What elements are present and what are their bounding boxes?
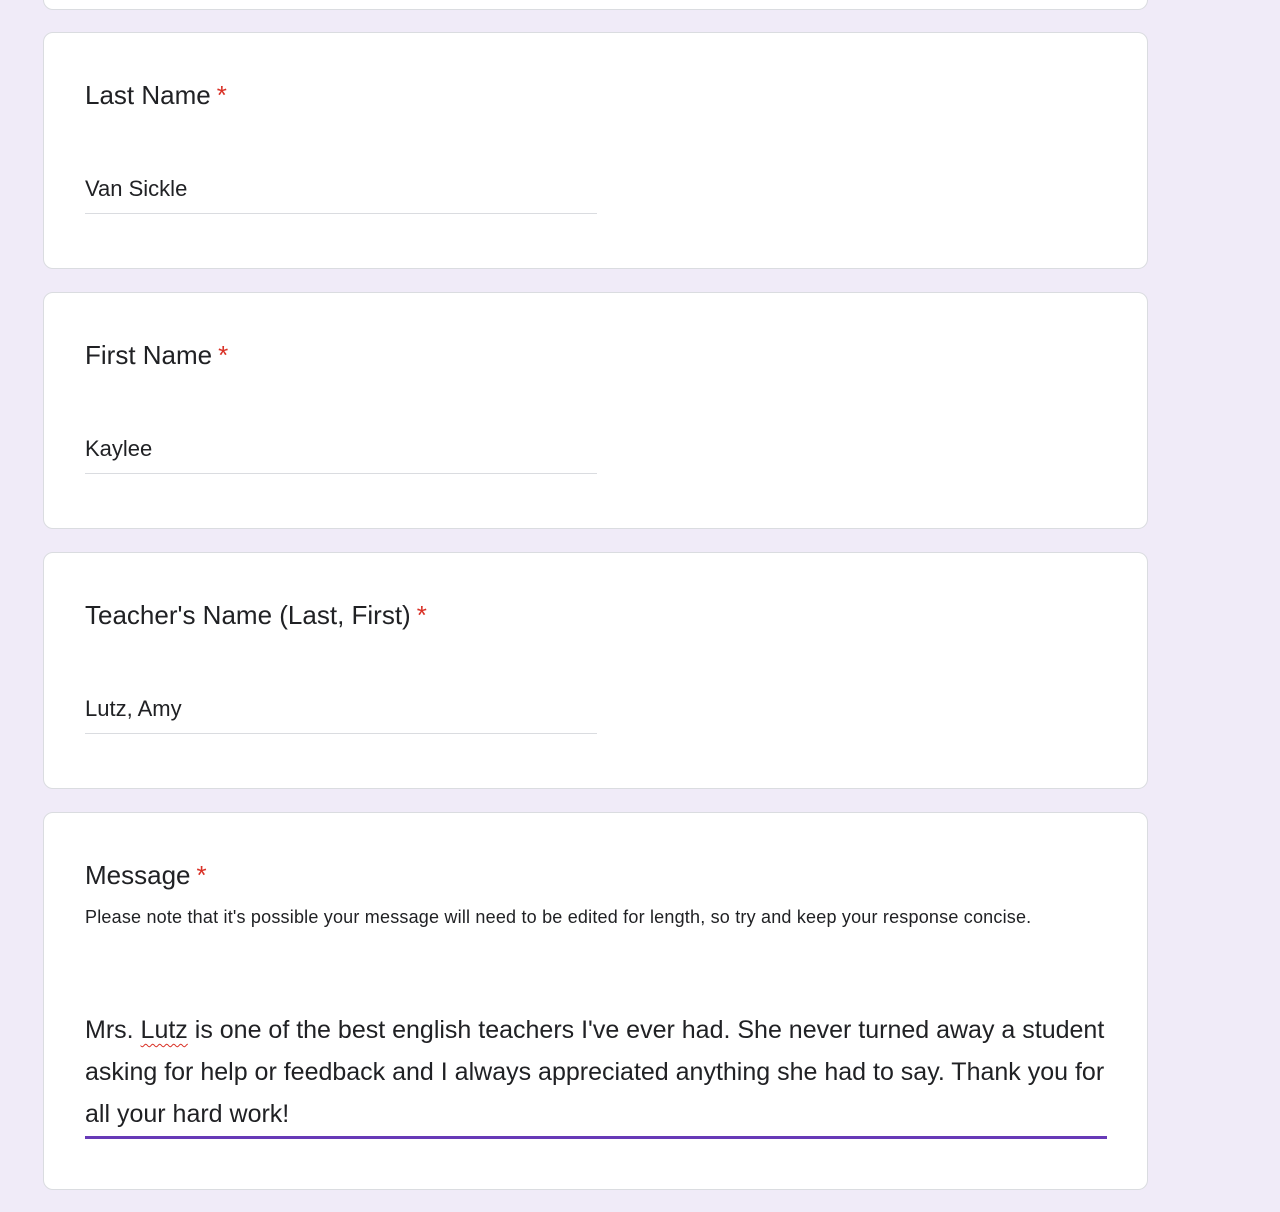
question-label: Message [85, 860, 191, 890]
question-label: Teacher's Name (Last, First) [85, 600, 411, 630]
question-title [85, 859, 207, 891]
message-textarea[interactable] [85, 1009, 1107, 1139]
message-text-rest: is one of the best english teachers I've ever had. She never turned away a student asking for help or feedback and I always appreciated anything she had to say. Thank you for all your hard work! [85, 1016, 1105, 1128]
question-card-last-name [43, 32, 1148, 269]
question-title [85, 599, 427, 631]
required-asterisk: * [196, 860, 207, 890]
required-asterisk: * [216, 80, 227, 110]
input-value: Lutz, Amy [85, 696, 182, 721]
question-label: Last Name [85, 80, 211, 110]
previous-question-card [43, 0, 1148, 10]
last-name-input[interactable] [85, 174, 597, 214]
message-text-prefix: Mrs. [85, 1016, 141, 1044]
question-card-teacher-name [43, 552, 1148, 789]
question-title [85, 339, 228, 371]
question-description: Please note that it's possible your message will need to be edited for length, so try and keep your response concise. [85, 907, 1032, 927]
question-title [85, 79, 227, 111]
input-value: Van Sickle [85, 176, 188, 201]
question-card-first-name [43, 292, 1148, 529]
textarea-value [85, 1009, 1107, 1135]
teacher-name-input[interactable] [85, 694, 597, 734]
input-value: Kaylee [85, 436, 153, 461]
question-label: First Name [85, 340, 213, 370]
question-card-message [43, 812, 1148, 1190]
required-asterisk: * [416, 600, 427, 630]
misspelled-word: Lutz [140, 1016, 188, 1044]
first-name-input[interactable] [85, 434, 597, 474]
required-asterisk: * [218, 340, 229, 370]
